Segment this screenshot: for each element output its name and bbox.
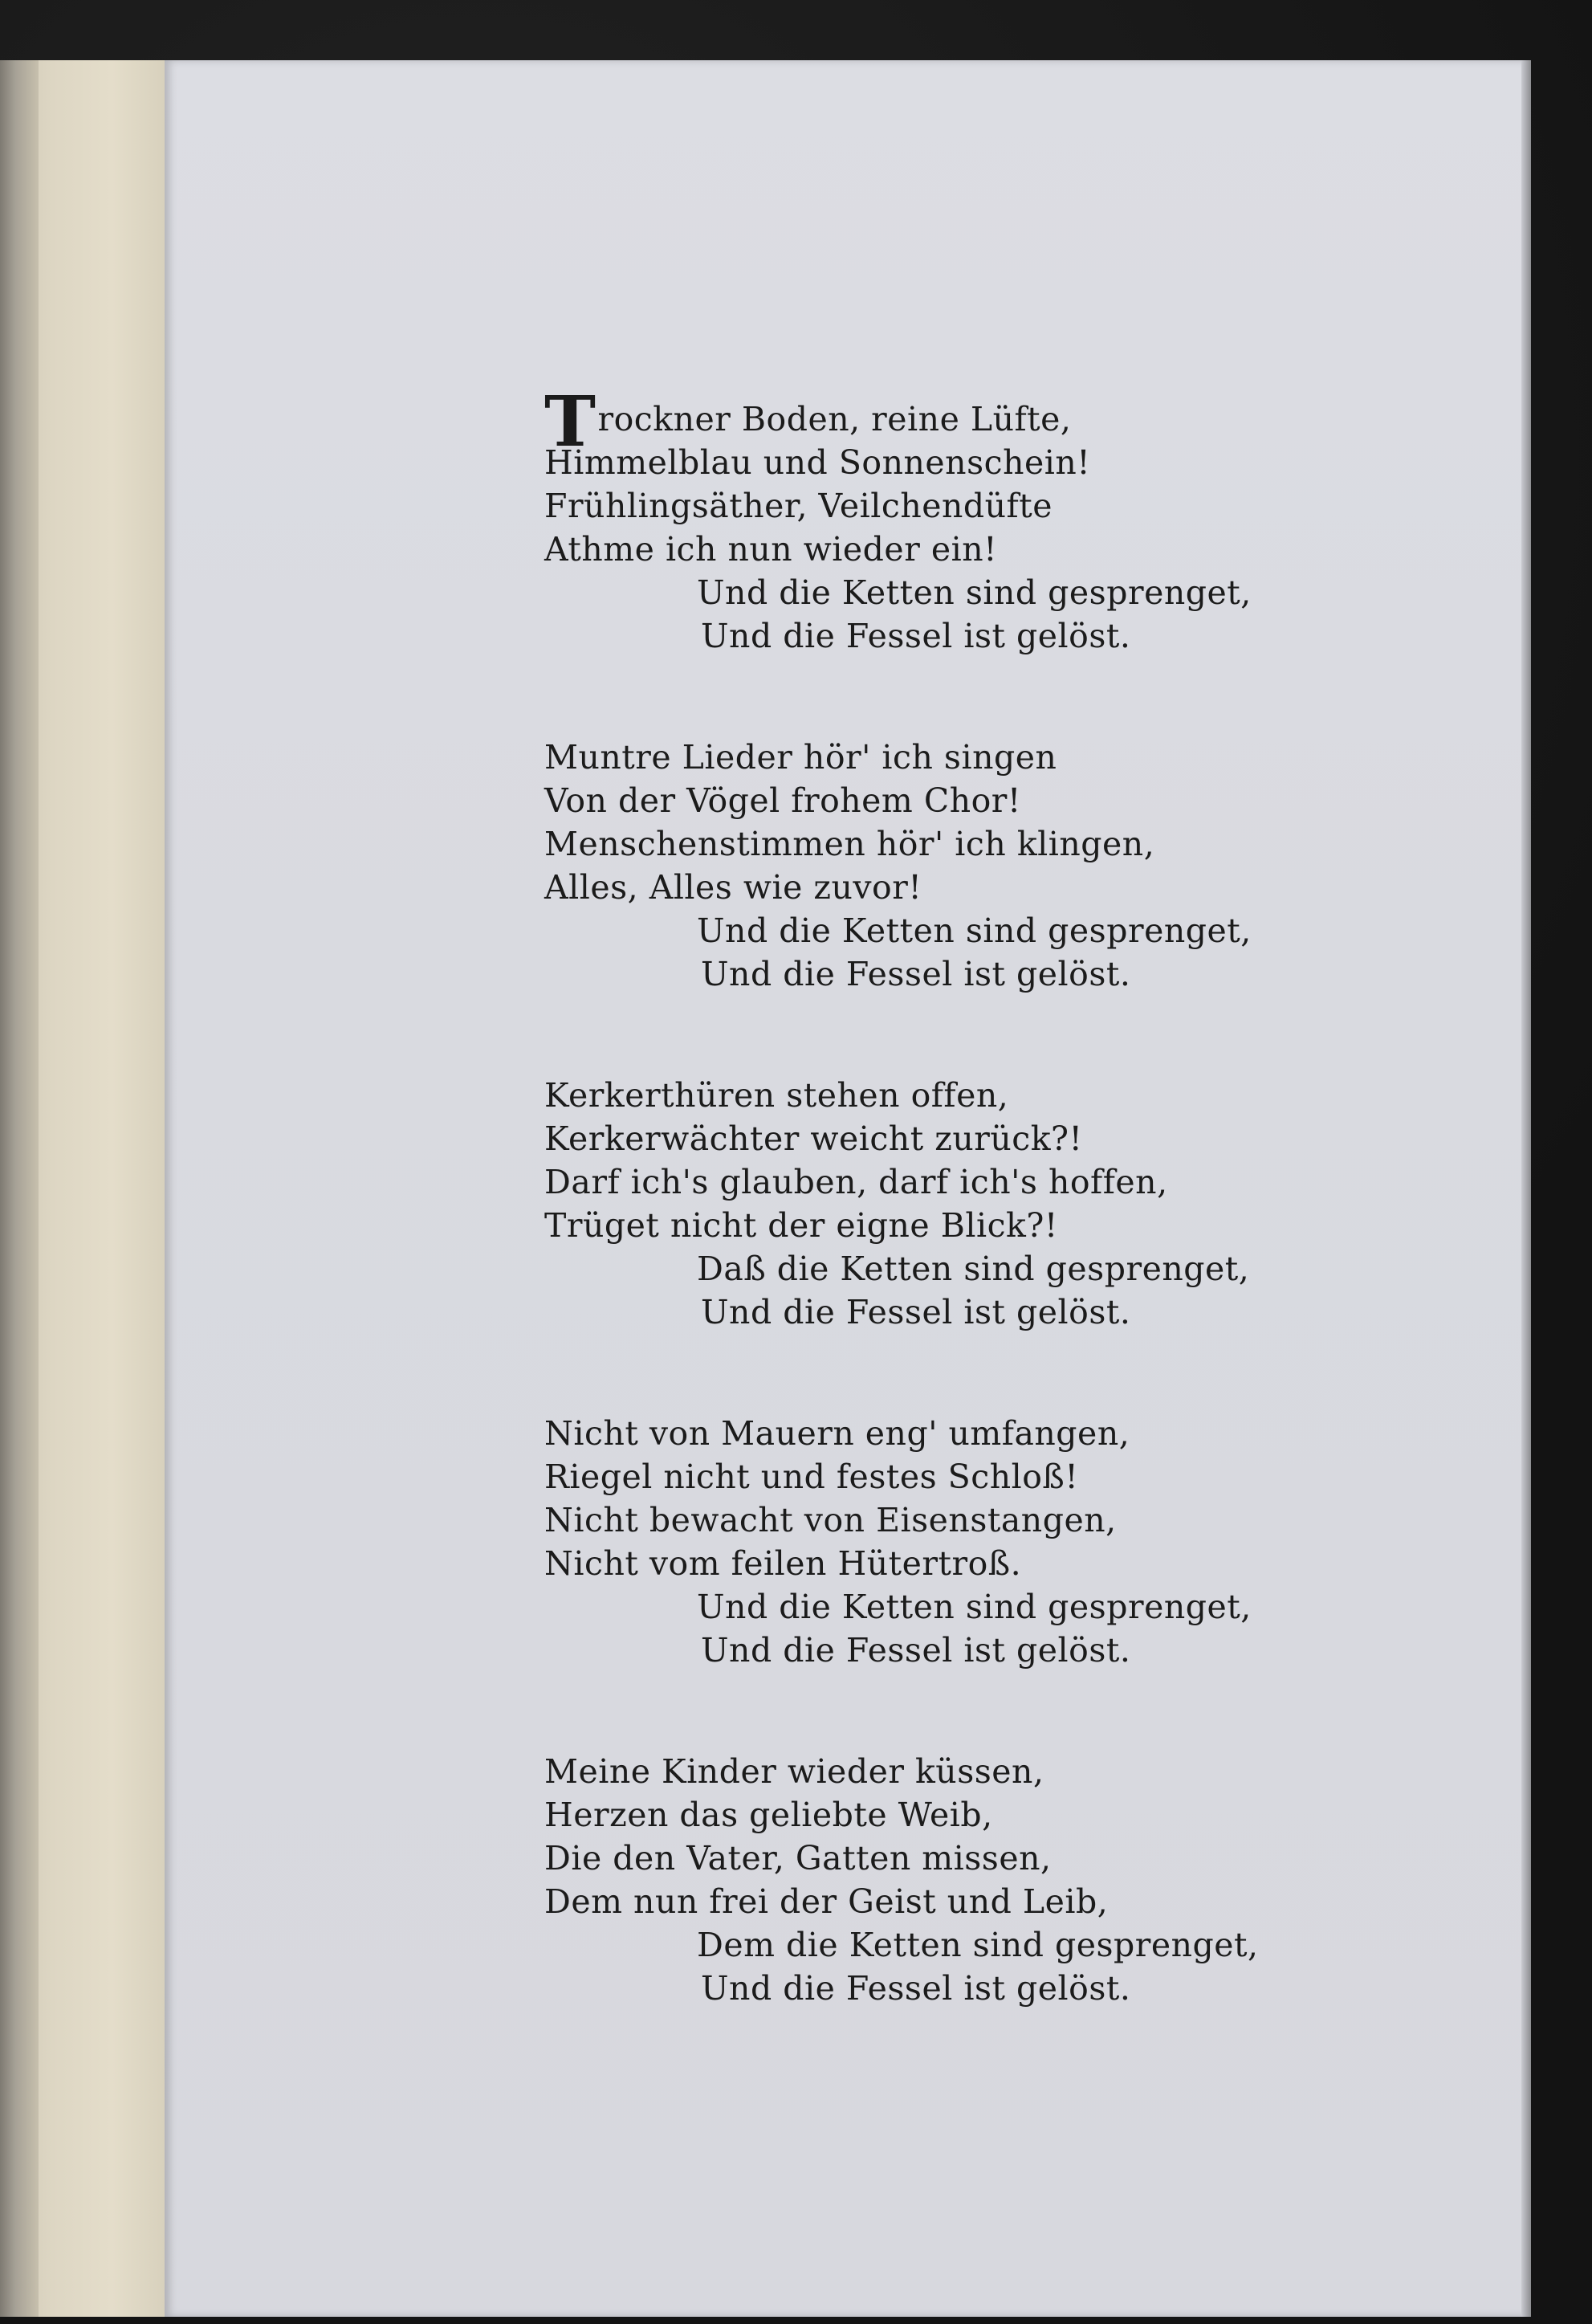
poem-line: Athme ich nun wieder ein! xyxy=(544,530,998,569)
stanza-4 xyxy=(544,1412,1452,1672)
poem-line: Von der Vögel frohem Chor! xyxy=(544,781,1021,820)
refrain-line: Und die Fessel ist gelöst. xyxy=(701,617,1131,655)
poem-line: Nicht bewacht von Eisenstangen, xyxy=(544,1501,1117,1539)
decorated-initial: T xyxy=(544,381,596,463)
stanza-2 xyxy=(544,736,1452,996)
poem-line: Nicht von Mauern eng' umfangen, xyxy=(544,1414,1130,1453)
refrain-line: Und die Ketten sind gesprenget, xyxy=(697,1588,1252,1626)
poem-line: Muntre Lieder hör' ich singen xyxy=(544,738,1057,777)
poem-line: Darf ich's glauben, darf ich's hoffen, xyxy=(544,1163,1168,1201)
poem-line: Frühlingsäther, Veilchendüfte xyxy=(544,487,1053,525)
poem-line: Kerkerthüren stehen offen, xyxy=(544,1076,1009,1115)
poem-line: Trüget nicht der eigne Blick?! xyxy=(544,1206,1058,1245)
page-edge-shadow xyxy=(1521,60,1531,2317)
poem-line: Nicht vom feilen Hütertroß. xyxy=(544,1544,1022,1583)
refrain-line: Und die Fessel ist gelöst. xyxy=(701,1969,1131,2008)
binding-torn-edge xyxy=(0,60,39,2317)
poem-line: Dem nun frei der Geist und Leib, xyxy=(544,1882,1109,1921)
refrain-line: Daß die Ketten sind gesprenget, xyxy=(697,1250,1250,1288)
poem-line: Meine Kinder wieder küssen, xyxy=(544,1752,1044,1791)
stanza-5 xyxy=(544,1750,1452,2010)
poem-line: Menschenstimmen hör' ich klingen, xyxy=(544,825,1155,863)
poem-line: Die den Vater, Gatten missen, xyxy=(544,1839,1052,1878)
poem-line: Riegel nicht und festes Schloß! xyxy=(544,1458,1079,1496)
refrain-line: Dem die Ketten sind gesprenget, xyxy=(697,1926,1259,1964)
poem-line: Kerkerwächter weicht zurück?! xyxy=(544,1119,1083,1158)
poem-line-text: rockner Boden, reine Lüfte, xyxy=(597,400,1072,438)
stanza-1 xyxy=(544,381,1452,658)
poem-text xyxy=(544,381,1452,2088)
poem-line: Herzen das geliebte Weib, xyxy=(544,1796,993,1834)
refrain-line: Und die Fessel ist gelöst. xyxy=(701,955,1131,993)
refrain-line: Und die Fessel ist gelöst. xyxy=(701,1631,1131,1670)
poem-line: Himmelblau und Sonnenschein! xyxy=(544,443,1091,482)
refrain-line: Und die Ketten sind gesprenget, xyxy=(697,573,1252,612)
stanza-3 xyxy=(544,1074,1452,1334)
refrain-line: Und die Fessel ist gelöst. xyxy=(701,1293,1131,1331)
poem-line: Alles, Alles wie zuvor! xyxy=(544,868,922,907)
refrain-line: Und die Ketten sind gesprenget, xyxy=(697,911,1252,950)
